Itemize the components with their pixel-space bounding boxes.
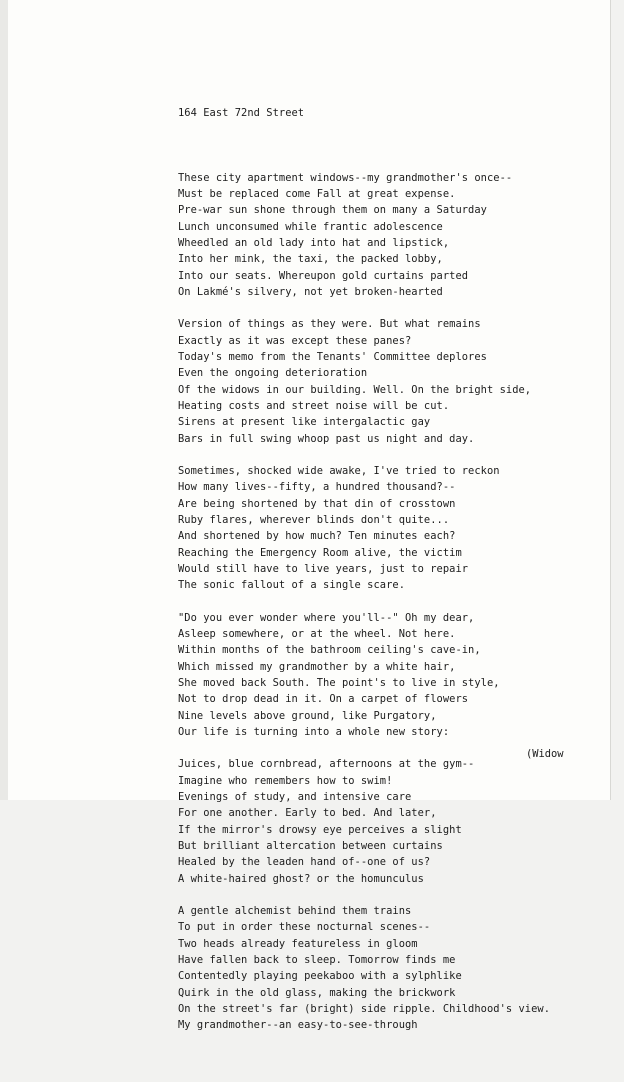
stanza xyxy=(178,903,550,1033)
poem-line: A gentle alchemist behind them trains xyxy=(178,905,412,918)
poem-body xyxy=(178,72,550,1082)
poem-line: Within months of the bathroom ceiling's cave-in, xyxy=(178,644,481,657)
catchword: (Widow xyxy=(526,748,564,760)
poem-line: Would still have to live years, just to repair xyxy=(178,562,469,575)
stanza xyxy=(178,610,550,740)
poem-line: If the mirror's drowsy eye perceives a slight xyxy=(178,823,462,836)
poem-line: Into our seats. Whereupon gold curtains parted xyxy=(178,269,469,282)
poem-line: Even the ongoing deterioration xyxy=(178,367,368,380)
poem-line: Exactly as it was except these panes? xyxy=(178,334,412,347)
poem-line: Juices, blue cornbread, afternoons at the gym-- xyxy=(178,758,475,771)
poem-line: Pre-war sun shone through them on many a Saturday xyxy=(178,204,487,217)
poem-line: My grandmother--an easy-to-see-through xyxy=(178,1019,418,1032)
poem-line: Wheedled an old lady into hat and lipstick, xyxy=(178,236,450,249)
poem-line: Imagine who remembers how to swim! xyxy=(178,774,393,787)
poem-line: Must be replaced come Fall at great expense. xyxy=(178,188,456,201)
poem-line: For one another. Early to bed. And later, xyxy=(178,807,437,820)
poem-line: Reaching the Emergency Room alive, the victim xyxy=(178,546,462,559)
poem-line: Nine levels above ground, like Purgatory, xyxy=(178,709,437,722)
poem-line: Into her mink, the taxi, the packed lobby, xyxy=(178,253,443,266)
poem-line: Two heads already featureless in gloom xyxy=(178,937,418,950)
poem-line: The sonic fallout of a single scare. xyxy=(178,579,406,592)
poem-line: Of the widows in our building. Well. On the bright side, xyxy=(178,383,532,396)
poem-stanzas xyxy=(178,170,550,1034)
poem-line: Bars in full swing whoop past us night and day. xyxy=(178,432,475,445)
poem-line: Evenings of study, and intensive care xyxy=(178,791,412,804)
poem-line: Have fallen back to sleep. Tomorrow finds me xyxy=(178,954,456,967)
poem-title: 164 East 72nd Street xyxy=(178,106,305,119)
stanza xyxy=(178,463,550,593)
poem-line: Which missed my grandmother by a white hair, xyxy=(178,660,456,673)
poem-line: Are being shortened by that din of crosstown xyxy=(178,497,456,510)
page-edge xyxy=(0,0,8,800)
poem-line: To put in order these nocturnal scenes-- xyxy=(178,921,431,934)
poem-line: Asleep somewhere, or at the wheel. Not here. xyxy=(178,628,456,641)
stanza xyxy=(178,170,550,300)
poem-line: But brilliant altercation between curtains xyxy=(178,839,443,852)
poem-line: She moved back South. The point's to live in style, xyxy=(178,676,500,689)
poem-line: Not to drop dead in it. On a carpet of flowers xyxy=(178,693,469,706)
poem-line: How many lives--fifty, a hundred thousand?-- xyxy=(178,481,456,494)
typescript-page xyxy=(8,0,610,1032)
poem-line: Heating costs and street noise will be cut. xyxy=(178,399,450,412)
poem-line: On the street's far (bright) side ripple. Childhood's view. xyxy=(178,1002,551,1015)
poem-line: Sirens at present like intergalactic gay xyxy=(178,416,431,429)
poem-line: Quirk in the old glass, making the brickwork xyxy=(178,986,456,999)
stanza xyxy=(178,316,550,446)
poem-line: Contentedly playing peekaboo with a sylphlike xyxy=(178,970,462,983)
poem-line: These city apartment windows--my grandmother's once-- xyxy=(178,171,513,184)
poem-line: Lunch unconsumed while frantic adolescence xyxy=(178,220,443,233)
poem-line: On Lakmé's silvery, not yet broken-hearted xyxy=(178,285,443,298)
poem-line: "Do you ever wonder where you'll--" Oh my dear, xyxy=(178,611,475,624)
poem-line: Sometimes, shocked wide awake, I've tried to reckon xyxy=(178,465,500,478)
poem-line: And shortened by how much? Ten minutes each? xyxy=(178,530,456,543)
poem-line: Our life is turning into a whole new story: xyxy=(178,725,450,738)
stanza xyxy=(178,756,550,886)
poem-line: Today's memo from the Tenants' Committee deplores xyxy=(178,351,487,364)
poem-line: Version of things as they were. But what remains xyxy=(178,318,481,331)
poem-line: Healed by the leaden hand of--one of us? xyxy=(178,856,431,869)
poem-line: Ruby flares, wherever blinds don't quite... xyxy=(178,514,450,527)
poem-line: A white-haired ghost? or the homunculus xyxy=(178,872,424,885)
